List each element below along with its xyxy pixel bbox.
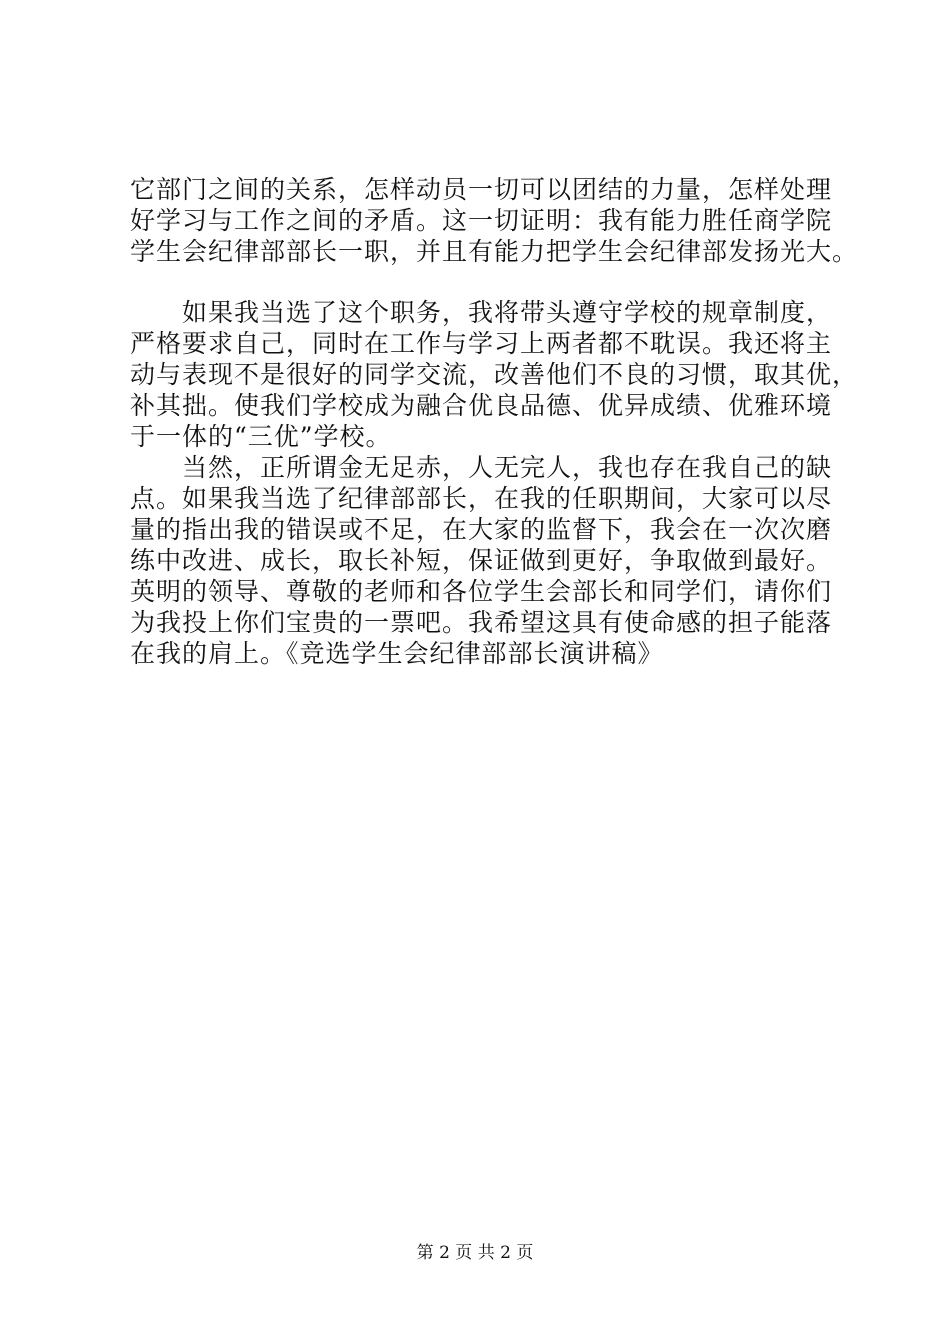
text-line: 英明的领导、尊敬的老师和各位学生会部长和同学们，请你们: [130, 577, 833, 606]
text-line: 量的指出我的错误或不足，在大家的监督下，我会在一次次磨: [130, 515, 833, 544]
text-line: 学生会纪律部部长一职，并且有能力把学生会纪律部发扬光大。: [130, 237, 859, 266]
text-line: 当然，正所谓金无足赤，人无完人，我也存在我自己的缺: [182, 453, 833, 482]
text-line: 为我投上你们宝贵的一票吧。我希望这具有使命感的担子能落: [130, 608, 833, 637]
text-line: 如果我当选了这个职务，我将带头遵守学校的规章制度，: [182, 298, 833, 327]
text-line: 它部门之间的关系，怎样动员一切可以团结的力量，怎样处理: [130, 175, 833, 204]
text-line: 点。如果我当选了纪律部部长，在我的任职期间，大家可以尽: [130, 484, 833, 513]
text-line: 练中改进、成长，取长补短，保证做到更好，争取做到最好。: [130, 546, 833, 575]
text-line: 补其拙。使我们学校成为融合优良品德、优异成绩、优雅环境: [130, 391, 833, 420]
text-line: 动与表现不是很好的同学交流，改善他们不良的习惯，取其优，: [130, 360, 859, 389]
document-body: [130, 174, 859, 669]
text-line: 严格要求自己，同时在工作与学习上两者都不耽误。我还将主: [130, 329, 833, 358]
page-number-footer: 第 2 页 共 2 页: [416, 1243, 534, 1263]
text-line: 好学习与工作之间的矛盾。这一切证明：我有能力胜任商学院: [130, 206, 833, 235]
text-line: 于一体的“三优”学校。: [130, 422, 392, 451]
text-line: 在我的肩上。《竞选学生会纪律部部长演讲稿》: [130, 639, 664, 668]
paragraph-gap: [130, 267, 850, 297]
